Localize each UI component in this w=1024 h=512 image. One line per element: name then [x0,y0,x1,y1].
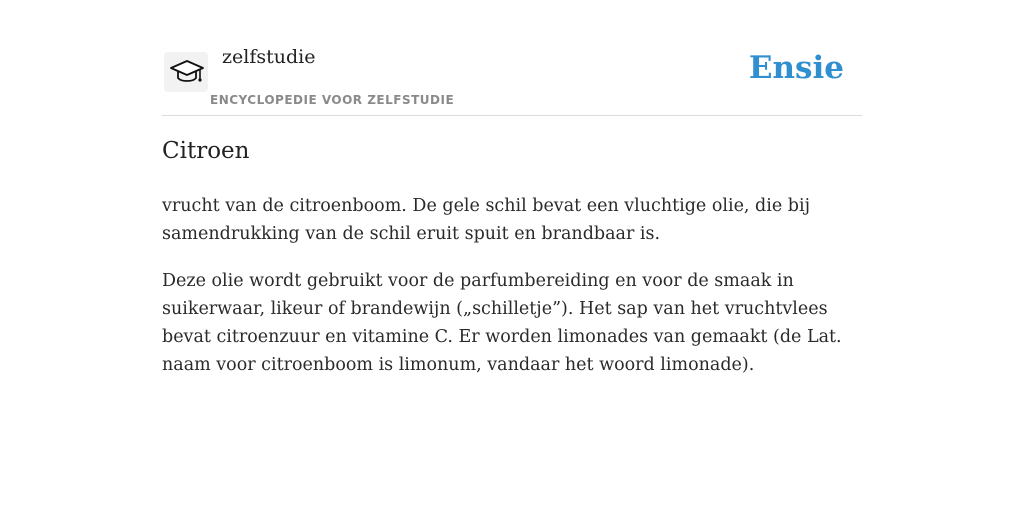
article-paragraph: vrucht van de citroenboom. De gele schil bevat een vluchtige olie, die bij samendrukking van de schil eruit spuit en brandbaar is. [162,196,811,244]
site-header [162,40,862,116]
logo[interactable] [164,52,208,92]
article-title: Citroen [162,138,250,164]
graduation-cap-icon [169,57,205,87]
article-paragraph: Deze olie wordt gebruikt voor de parfumbereiding en voor de smaak in suikerwaar, likeur of brandewijn („schilletje”). Het sap van het vruchtvlees bevat citroenzuur en vitamine C. Er worden limonades van gemaakt (de Lat. naam voor citroenboom is limonum, vandaar het woord limonade). [162,271,842,375]
site-tagline: ENCYCLOPEDIE VOOR ZELFSTUDIE [210,93,455,107]
article-body [162,192,862,398]
brand-logo-link[interactable]: Ensie [748,50,844,86]
site-name-link[interactable]: zelfstudie [222,46,316,68]
